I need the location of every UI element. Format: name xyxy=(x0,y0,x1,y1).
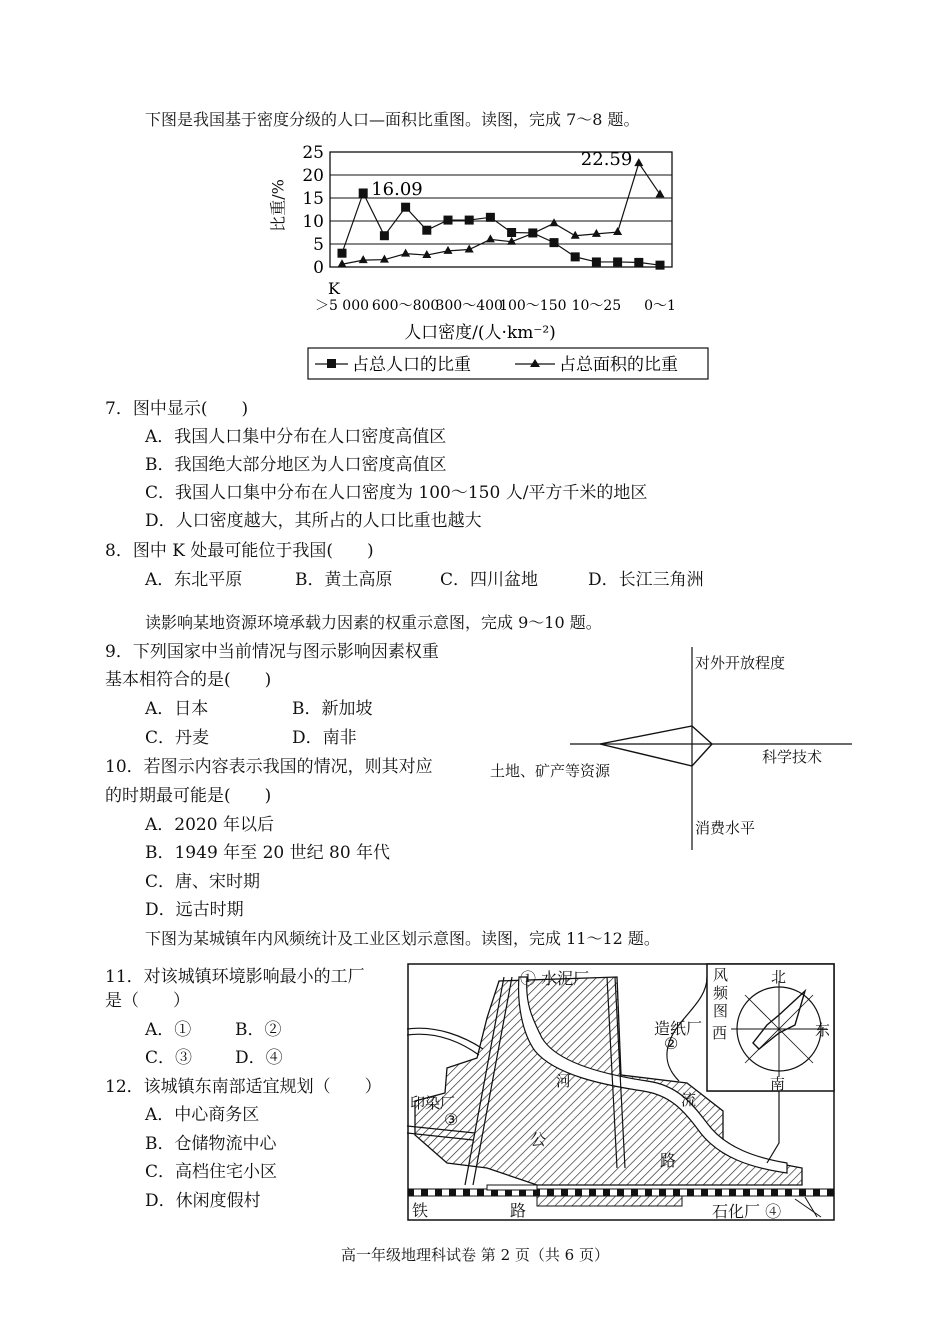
factory-2-number: ② xyxy=(664,1034,679,1053)
x-tick-label: 600～800 xyxy=(371,298,440,314)
diagram-label-bottom: 消费水平 xyxy=(695,819,756,837)
question-10-option-c[interactable]: C．唐、宋时期 xyxy=(145,872,261,892)
x-tick-label: ＞5 000 xyxy=(314,298,370,314)
factory-4-label: 石化厂 ④ xyxy=(712,1202,782,1221)
y-axis-label-text: 比重/% xyxy=(268,179,288,232)
section-intro-9-10: 读影响某地资源环境承载力因素的权重示意图，完成 9～10 题。 xyxy=(145,613,602,632)
population-point xyxy=(359,188,368,197)
question-8-option-b[interactable]: B．黄土高原 xyxy=(295,570,393,590)
question-9-line2: 基本相符合的是( ) xyxy=(105,670,272,690)
diagram-label-top: 对外开放程度 xyxy=(695,654,786,672)
y-tick-label: 0 xyxy=(313,258,324,278)
population-point xyxy=(338,249,347,258)
weight-kite-shape xyxy=(600,726,712,766)
diagram-label-right: 科学技术 xyxy=(762,748,823,766)
question-9-option-b[interactable]: B．新加坡 xyxy=(292,699,373,719)
railway xyxy=(408,1189,834,1196)
question-7-stem: 7．图中显示( ) xyxy=(105,399,249,419)
railway-station xyxy=(487,1185,537,1190)
population-point xyxy=(401,203,410,212)
question-10-option-a[interactable]: A．2020 年以后 xyxy=(145,815,274,835)
question-11-line1: 11．对该城镇环境影响最小的工厂 xyxy=(105,967,365,987)
population-point xyxy=(422,226,431,235)
rail-label-1: 铁 xyxy=(412,1201,429,1220)
y-tick-label: 10 xyxy=(302,212,324,232)
question-7-option-c[interactable]: C．我国人口集中分布在人口密度为 100～150 人/平方千米的地区 xyxy=(145,483,648,503)
legend-series-1: 占总人口的比重 xyxy=(352,355,471,375)
area-point xyxy=(359,255,368,263)
factory-1-label: ① 水泥厂 xyxy=(520,969,590,988)
industrial-strip xyxy=(537,1196,682,1206)
area-point xyxy=(592,229,601,237)
area-point xyxy=(401,249,410,257)
question-10-option-d[interactable]: D．远古时期 xyxy=(145,900,244,920)
area-point xyxy=(444,246,453,254)
question-7-option-b[interactable]: B．我国绝大部分地区为人口密度高值区 xyxy=(145,455,447,475)
annotation-peak-population: 16.09 xyxy=(371,178,423,200)
area-point xyxy=(571,231,580,239)
population-point xyxy=(571,252,580,261)
question-8-stem: 8．图中 K 处最可能位于我国( ) xyxy=(105,541,374,561)
x-tick-label: 0～1 xyxy=(644,298,676,314)
question-12-stem: 12．该城镇东南部适宜规划（ ） xyxy=(105,1077,382,1097)
question-8-option-a[interactable]: A．东北平原 xyxy=(145,570,243,590)
question-11-option-d[interactable]: D．④ xyxy=(235,1048,283,1068)
question-8-option-d[interactable]: D．长江三角洲 xyxy=(588,570,704,590)
section-intro-7-8: 下图是我国基于密度分级的人口—面积比重图。读图，完成 7～8 题。 xyxy=(145,110,640,129)
compass-east: 东 xyxy=(815,1021,831,1039)
area-point xyxy=(634,158,643,166)
population-point xyxy=(465,216,474,225)
population-point xyxy=(444,216,453,225)
question-10-line1: 10．若图示内容表示我国的情况，则其对应 xyxy=(105,757,433,777)
k-label: K xyxy=(328,279,340,298)
road-label-2: 路 xyxy=(660,1151,677,1170)
compass-north: 北 xyxy=(771,968,787,986)
population-area-chart xyxy=(270,140,720,385)
y-tick-label: 25 xyxy=(302,143,324,163)
y-axis-label-vertical xyxy=(262,170,292,240)
compass-south: 南 xyxy=(770,1075,786,1093)
question-12-option-d[interactable]: D．休闲度假村 xyxy=(145,1191,261,1211)
diagram-label-left: 土地、矿产等资源 xyxy=(490,762,611,780)
x-axis-label: 人口密度/(人·km⁻²) xyxy=(404,323,556,343)
factory-3-name: 印染厂 xyxy=(410,1094,456,1112)
rail-label-2: 路 xyxy=(510,1201,527,1220)
question-10-option-b[interactable]: B．1949 年至 20 世纪 80 年代 xyxy=(145,843,391,863)
question-12-option-b[interactable]: B．仓储物流中心 xyxy=(145,1134,277,1154)
wind-rose-title xyxy=(713,966,728,1020)
compass-west: 西 xyxy=(712,1024,728,1042)
legend-square-marker xyxy=(327,359,336,368)
question-9-option-c[interactable]: C．丹麦 xyxy=(145,728,210,748)
population-point xyxy=(656,261,665,270)
question-11-option-b[interactable]: B．② xyxy=(235,1020,282,1040)
population-point xyxy=(507,228,516,237)
population-point xyxy=(592,257,601,266)
factory-2-name: 造纸厂 xyxy=(654,1019,703,1038)
question-12-option-a[interactable]: A．中心商务区 xyxy=(145,1105,260,1125)
area-point xyxy=(550,218,559,226)
wind-title-char-1: 风 xyxy=(713,966,729,984)
question-9-line1: 9．下列国家中当前情况与图示影响因素权重 xyxy=(105,642,439,662)
wind-title-char-2: 频 xyxy=(713,984,729,1002)
annotation-peak-area: 22.59 xyxy=(580,149,633,171)
legend-series-2: 占总面积的比重 xyxy=(559,355,678,375)
question-9-option-d[interactable]: D．南非 xyxy=(292,728,357,748)
question-7-option-a[interactable]: A．我国人口集中分布在人口密度高值区 xyxy=(145,427,447,447)
question-9-option-a[interactable]: A．日本 xyxy=(145,699,209,719)
river-label-1: 河 xyxy=(556,1072,572,1090)
question-11-line2: 是（ ） xyxy=(105,991,190,1011)
question-11-option-a[interactable]: A．① xyxy=(145,1020,192,1040)
population-point xyxy=(613,257,622,266)
y-tick-label: 20 xyxy=(302,166,324,186)
population-point xyxy=(634,258,643,267)
x-tick-label: 100～150 xyxy=(499,298,567,314)
section-intro-11-12: 下图为某城镇年内风频统计及工业区划示意图。读图，完成 11～12 题。 xyxy=(145,929,660,948)
y-tick-label: 5 xyxy=(313,235,324,255)
y-tick-label: 15 xyxy=(302,189,324,209)
factory-3-number: ③ xyxy=(444,1110,459,1129)
page-footer: 高一年级地理科试卷 第 2 页（共 6 页） xyxy=(341,1246,609,1264)
question-12-option-c[interactable]: C．高档住宅小区 xyxy=(145,1162,278,1182)
area-point xyxy=(613,227,622,235)
area-point xyxy=(486,234,495,242)
road-label-1: 公 xyxy=(530,1130,547,1149)
question-10-line2: 的时期最可能是( ) xyxy=(105,786,272,806)
question-7-option-d[interactable]: D．人口密度越大，其所占的人口比重也越大 xyxy=(145,511,482,531)
wind-title-char-3: 图 xyxy=(713,1002,729,1020)
x-tick-label: 300～400 xyxy=(435,298,503,314)
population-point xyxy=(380,231,389,240)
population-point xyxy=(550,238,559,247)
river-label-2: 流 xyxy=(681,1091,697,1109)
legend-triangle-marker xyxy=(530,359,540,367)
question-11-option-c[interactable]: C．③ xyxy=(145,1048,193,1068)
population-point xyxy=(486,213,495,222)
series-line-1 xyxy=(342,193,660,265)
x-tick-label: 10～25 xyxy=(571,298,622,314)
question-8-option-c[interactable]: C．四川盆地 xyxy=(440,570,539,590)
